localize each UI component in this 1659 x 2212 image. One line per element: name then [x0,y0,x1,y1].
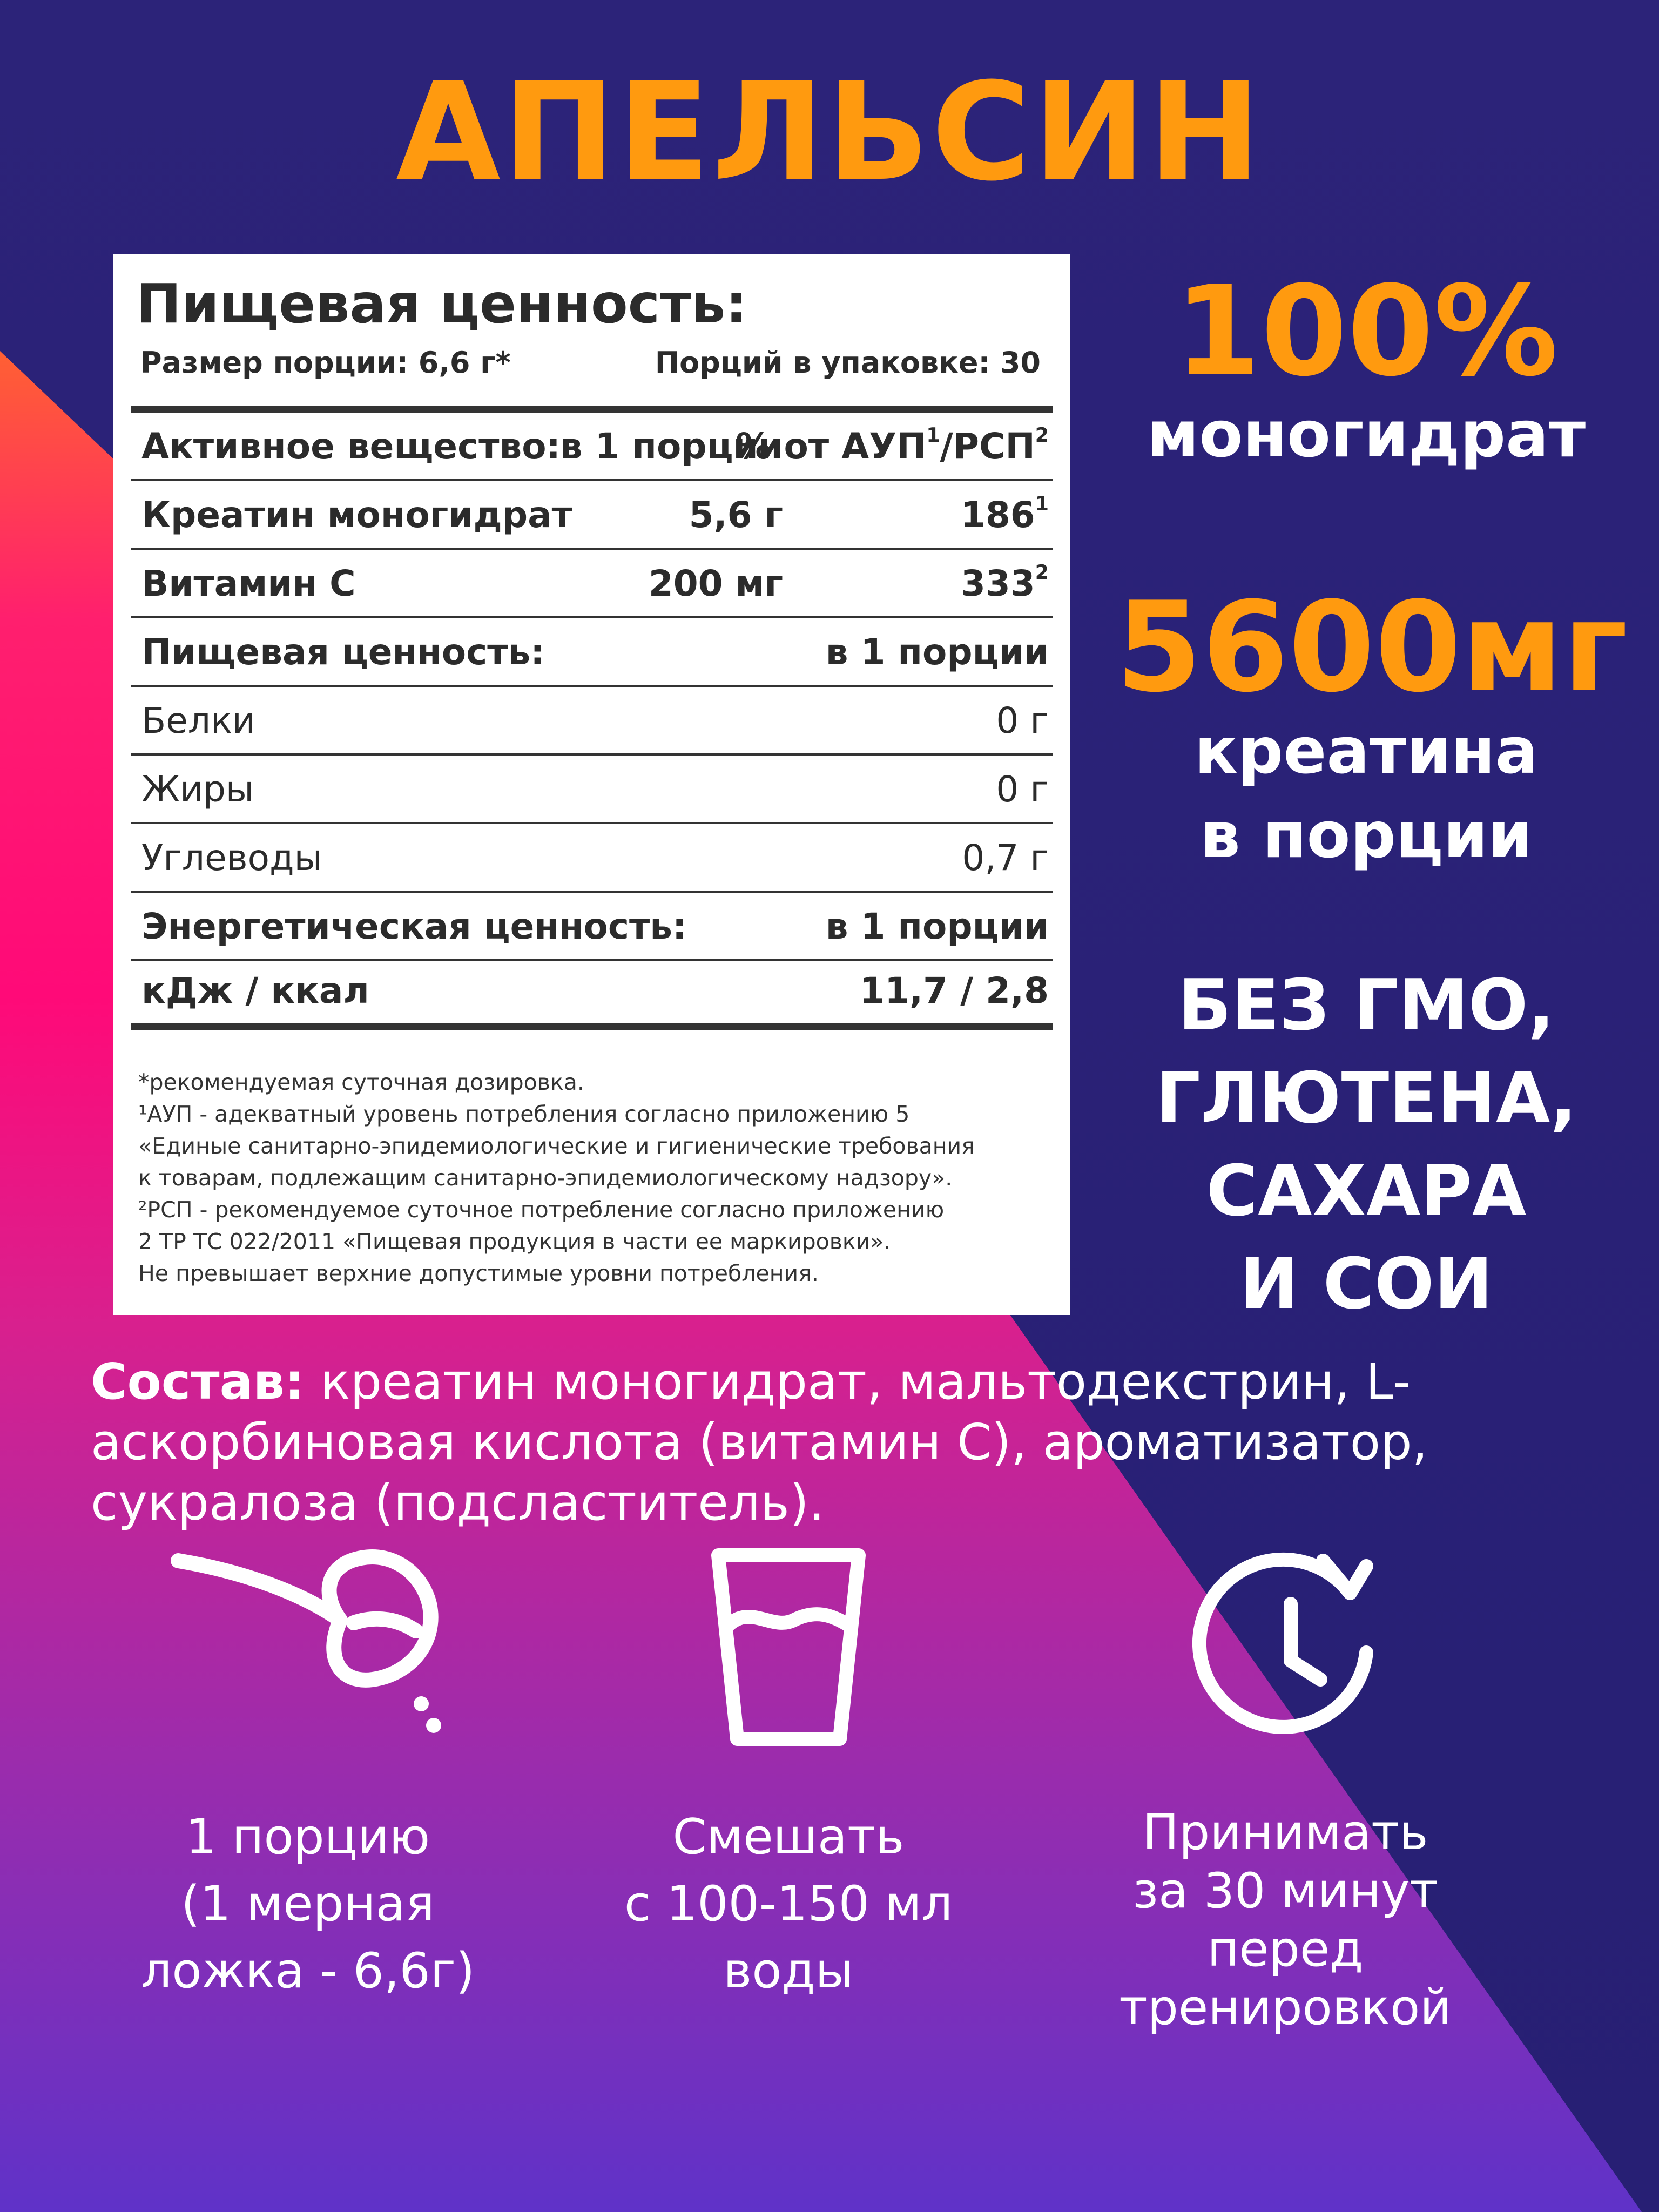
clock-icon [1188,1545,1382,1744]
glass-icon [707,1545,869,1750]
nutrition-table [131,406,1053,1030]
table-row-protein [131,687,1053,756]
footnote-line: Не превышает верхние допустимые уровни потребления. [138,1260,819,1286]
scoop-icon [162,1539,464,1744]
composition-label: Состав: [91,1353,305,1411]
active-header-name: Активное вещество: [141,426,561,467]
creatine-name: Креатин моногидрат [141,494,572,536]
footnote-line: 2 ТР ТС 022/2011 «Пищевая продукция в части ее маркировки». [138,1229,891,1255]
protein-value: 0 г [996,700,1049,741]
vitamin-amount: 200 мг [648,563,783,604]
step-line: тренировкой [1119,1979,1452,2036]
nutrition-panel [113,254,1070,1315]
creatine-percent: $186^1$ [960,492,1049,536]
footnote-line: *рекомендуемая суточная дозировка. [138,1069,584,1095]
step-line: Смешать [672,1809,905,1865]
monohydrate-label: моногидрат [1147,397,1586,471]
step-line: за 30 минут [1132,1863,1438,1919]
table-top-rule [131,406,1053,413]
free-from-line: И СОИ [1239,1243,1493,1325]
creatine-amount: 5,6 г [689,494,783,536]
table-row-fat [131,756,1053,824]
step-serving [103,1804,513,2005]
footnotes [138,1067,1056,1290]
table-row-carbs [131,824,1053,893]
protein-name: Белки [141,700,255,741]
dose-claim: 5600мг [1115,576,1628,720]
step-line: Принимать [1142,1804,1428,1861]
active-header-percent: % от АУП$^1$/РСП$^2$ [736,423,1049,467]
servings-per-pack: Порций в упаковке: 30 [655,346,1041,380]
table-row-vitamin-c [131,550,1053,618]
creatine-label-line: креатина [1194,713,1539,788]
carbs-value: 0,7 г [962,837,1049,879]
creatine-label-line: в порции [1200,798,1533,872]
free-from-claim [1096,959,1636,1330]
free-from-line: БЕЗ ГМО, [1178,964,1555,1046]
energy-value: 11,7 / 2,8 [860,970,1049,1011]
percent-claim: 100% [1174,260,1559,404]
composition-text: креатин моногидрат, мальтодекстрин, L-аскорбиновая кислота (витамин С), ароматизатор, сукралоза (подсластитель). [91,1353,1428,1532]
step-line: ложка - 6,6г) [140,1943,475,1999]
step-mix [583,1804,994,2005]
nutrition-heading: Пищевая ценность: [136,272,747,335]
table-row-creatine [131,481,1053,550]
free-from-line: САХАРА [1206,1150,1527,1232]
serving-size: Размер порции: 6,6 г* [140,346,511,380]
step-line: перед [1207,1921,1364,1978]
nutrition-header-value: в 1 порции [825,631,1049,673]
table-row-energy [131,961,1053,1030]
table-row-energy-header [131,893,1053,961]
footnote-line: к товарам, подлежащим санитарно-эпидемиологическому надзору». [138,1165,953,1191]
fat-value: 0 г [996,768,1049,810]
footnote-line: «Единые санитарно-эпидемиологические и гигиенические требования [138,1133,975,1159]
footnote-line: ¹АУП - адекватный уровень потребления согласно приложению 5 [138,1101,910,1127]
composition [91,1352,1592,1533]
active-header-per-serving: в 1 порции [559,426,783,467]
creatine-per-serving-label [1123,709,1609,877]
nutrition-header-name: Пищевая ценность: [141,631,545,673]
footnote-line: ²РСП - рекомендуемое суточное потребление согласно приложению [138,1197,945,1223]
free-from-line: ГЛЮТЕНА, [1156,1057,1577,1139]
vitamin-percent: $333^2$ [960,561,1049,604]
table-row-active-header [131,413,1053,481]
energy-header-name: Энергетическая ценность: [141,906,687,947]
energy-header-value: в 1 порции [825,906,1049,947]
flavor-title: АПЕЛЬСИН [396,53,1263,211]
table-row-nutrition-header [131,618,1053,687]
step-timing [1075,1804,1496,2037]
step-line: (1 мерная [181,1876,435,1932]
step-line: 1 порцию [185,1809,430,1865]
step-line: с 100-150 мл [624,1876,953,1932]
energy-name: кДж / ккал [141,970,369,1011]
carbs-name: Углеводы [141,837,322,879]
vitamin-name: Витамин С [141,563,356,604]
step-line: воды [723,1943,854,1999]
fat-name: Жиры [141,768,254,810]
